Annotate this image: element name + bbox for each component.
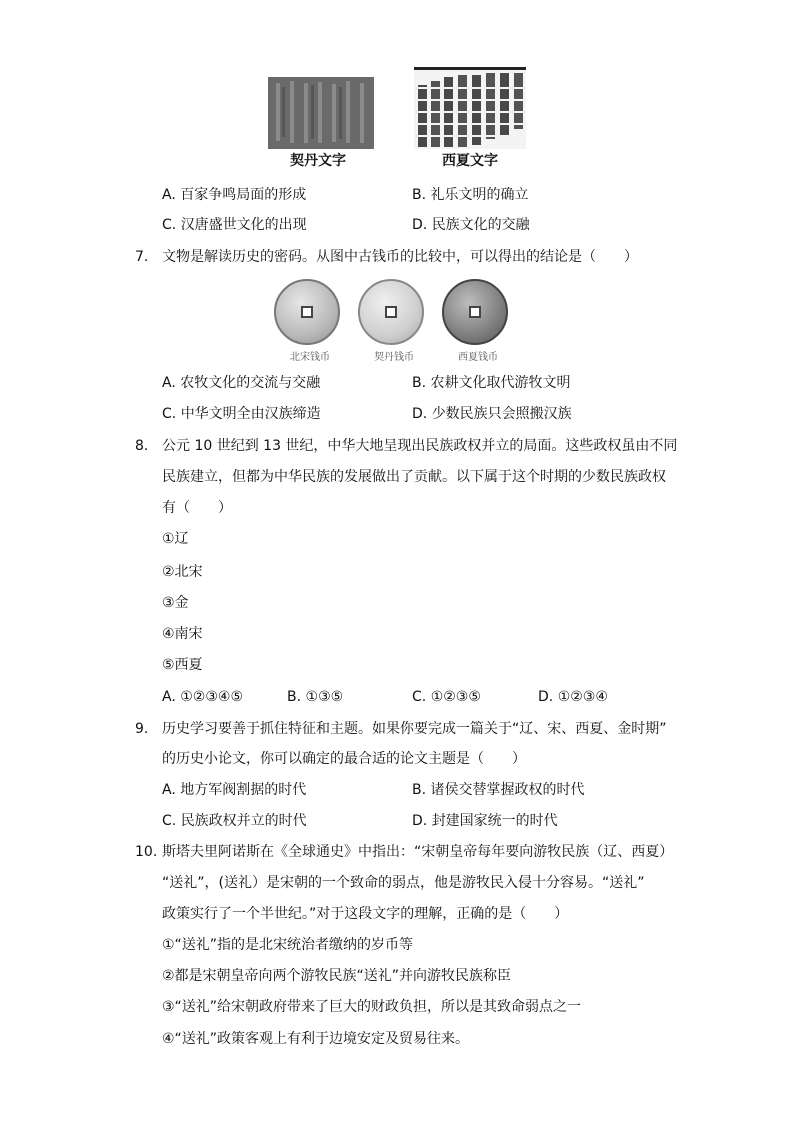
q10-item: ①“送礼”指的是北宋统治者缴纳的岁币等	[162, 937, 414, 953]
q6-option-a[interactable]	[162, 186, 306, 204]
option-text: 民族政权并立的时代	[180, 813, 307, 829]
q8-option-c[interactable]	[412, 688, 481, 706]
option-letter: A.	[162, 689, 176, 705]
q7-option-b[interactable]	[412, 374, 571, 392]
q8-stem-line: 民族建立，但都为中华民族的发展做出了贡献。以下属于这个时期的少数民族政权	[162, 469, 666, 485]
khitan-script-image	[268, 77, 374, 149]
option-letter: B.	[412, 782, 427, 798]
q9-number: 9.	[135, 721, 149, 737]
option-letter: C.	[412, 689, 427, 705]
q8-stem-line: 有（ ）	[162, 500, 232, 516]
option-text: 诸侯交替掌握政权的时代	[430, 782, 585, 798]
option-text: 农牧文化的交流与交融	[180, 375, 321, 391]
coin-square-hole	[301, 306, 313, 318]
q7-option-d[interactable]	[412, 405, 572, 423]
xixia-coin-caption: 西夏钱币	[458, 352, 498, 363]
q7-stem: 文物是解读历史的密码。从图中古钱币的比较中，可以得出的结论是（ ）	[162, 249, 638, 265]
q6-option-b[interactable]	[412, 186, 529, 204]
q8-item: ④南宋	[162, 626, 203, 642]
option-letter: A.	[162, 187, 176, 203]
q8-option-d[interactable]	[538, 688, 608, 706]
xixia-caption: 西夏文字	[442, 153, 498, 169]
khitan-caption: 契丹文字	[290, 153, 346, 169]
option-text: ①③⑤	[305, 689, 344, 705]
q8-number: 8.	[135, 438, 149, 454]
option-text: 汉唐盛世文化的出现	[180, 217, 307, 233]
q9-option-b[interactable]	[412, 781, 585, 799]
option-text: 少数民族只会照搬汉族	[431, 406, 572, 422]
q9-option-a[interactable]	[162, 781, 306, 799]
option-letter: A.	[162, 375, 176, 391]
option-letter: B.	[412, 187, 427, 203]
q8-option-b[interactable]	[287, 688, 343, 706]
q8-option-a[interactable]	[162, 688, 243, 706]
khitan-coin-image	[358, 279, 424, 345]
q6-option-c[interactable]	[162, 216, 307, 234]
northern-song-coin-caption: 北宋钱币	[290, 352, 330, 363]
option-letter: D.	[412, 813, 428, 829]
q8-stem-line: 公元 10 世纪到 13 世纪，中华大地呈现出民族政权并立的局面。这些政权虽由不同	[162, 438, 678, 454]
option-letter: B.	[287, 689, 302, 705]
q10-stem-line: 斯塔夫里阿诺斯在《全球通史》中指出：“宋朝皇帝每年要向游牧民族（辽、西夏）	[162, 844, 674, 860]
option-text: ①②③④⑤	[180, 689, 243, 705]
q10-stem-line: 政策实行了一个半世纪。”对于这段文字的理解，正确的是（ ）	[162, 906, 569, 922]
option-letter: D.	[538, 689, 554, 705]
q9-stem-line: 历史学习要善于抓住特征和主题。如果你要完成一篇关于“辽、宋、西夏、金时期”	[162, 721, 667, 737]
xixia-script-image	[414, 67, 526, 149]
q9-option-c[interactable]	[162, 812, 307, 830]
q10-item: ③“送礼”给宋朝政府带来了巨大的财政负担，所以是其致命弱点之一	[162, 999, 582, 1015]
q9-option-d[interactable]	[412, 812, 558, 830]
q8-item: ⑤西夏	[162, 657, 203, 673]
q6-option-d[interactable]	[412, 216, 530, 234]
q8-item: ③金	[162, 595, 189, 611]
option-text: 百家争鸣局面的形成	[180, 187, 307, 203]
q7-number: 7.	[135, 249, 149, 265]
option-letter: C.	[162, 406, 177, 422]
q10-stem-line: “送礼”，(送礼）是宋朝的一个致命的弱点，他是游牧民入侵十分容易。“送礼”	[162, 875, 645, 891]
option-text: 礼乐文明的确立	[430, 187, 529, 203]
khitan-script-texture	[268, 77, 374, 149]
option-letter: A.	[162, 782, 176, 798]
xixia-coin-image	[442, 279, 508, 345]
q10-item: ④“送礼”政策客观上有利于边境安定及贸易往来。	[162, 1031, 470, 1047]
option-letter: D.	[412, 406, 428, 422]
coin-square-hole	[385, 306, 397, 318]
option-text: ①②③④	[557, 689, 608, 705]
option-text: 中华文明全由汉族缔造	[180, 406, 321, 422]
q7-option-c[interactable]	[162, 405, 321, 423]
option-letter: B.	[412, 375, 427, 391]
option-letter: D.	[412, 217, 428, 233]
q10-item: ②都是宋朝皇帝向两个游牧民族“送礼”并向游牧民族称臣	[162, 968, 512, 984]
q10-number: 10.	[135, 844, 158, 860]
option-text: ①②③⑤	[430, 689, 481, 705]
xixia-script-texture	[414, 67, 526, 149]
option-text: 封建国家统一的时代	[431, 813, 558, 829]
option-text: 农耕文化取代游牧文明	[430, 375, 571, 391]
coin-square-hole	[469, 306, 481, 318]
option-letter: C.	[162, 813, 177, 829]
q8-item: ①辽	[162, 531, 189, 547]
q9-stem-line: 的历史小论文，你可以确定的最合适的论文主题是（ ）	[162, 751, 526, 767]
khitan-coin-caption: 契丹钱币	[374, 352, 414, 363]
q7-option-a[interactable]	[162, 374, 320, 392]
q8-item: ②北宋	[162, 564, 203, 580]
option-text: 民族文化的交融	[431, 217, 530, 233]
northern-song-coin-image	[274, 279, 340, 345]
option-letter: C.	[162, 217, 177, 233]
option-text: 地方军阀割据的时代	[180, 782, 307, 798]
